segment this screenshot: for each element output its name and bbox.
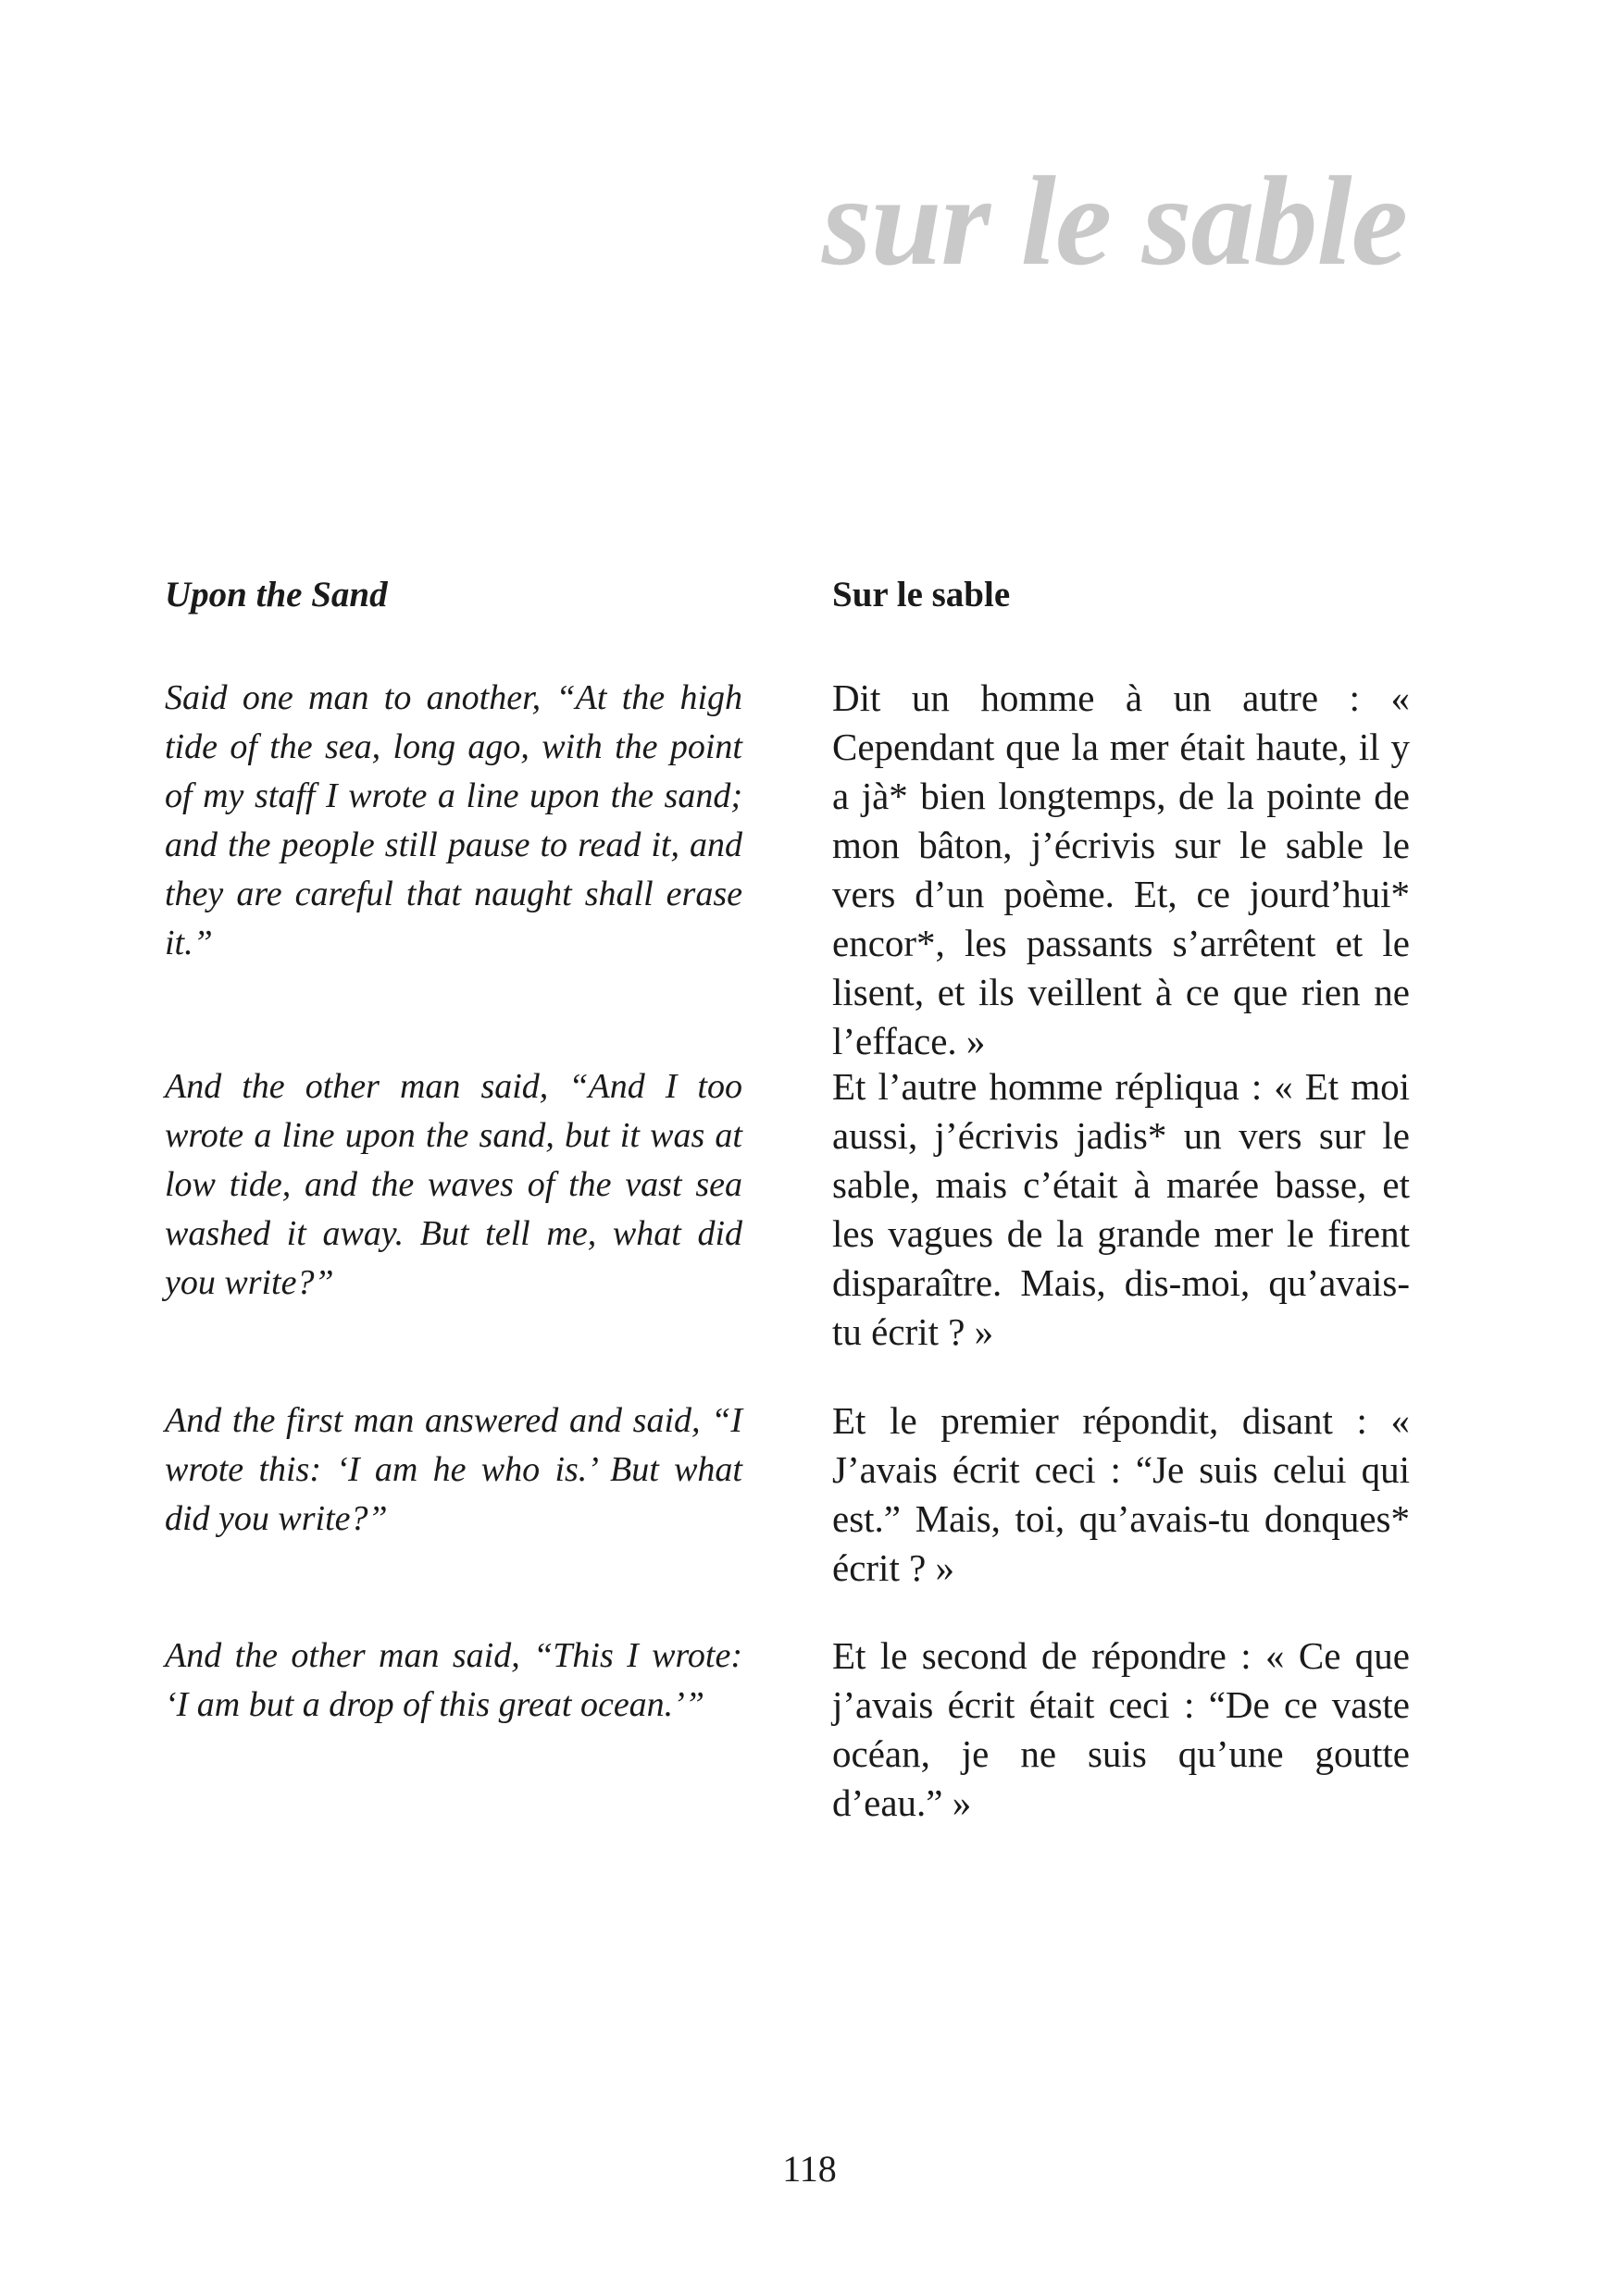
french-column	[832, 574, 1410, 1824]
french-paragraph-1: Dit un homme à un autre : « Cependant que la mer était haute, il y a jà* bien longtemps, de la pointe de mon bâton, j’écrivis sur le sable le vers d’un poème. Et, ce jourd’hui* encor*, les passants s’arrêtent et le lisent, et ils veillent à ce que rien ne l’efface. »	[832, 676, 1410, 1062]
french-paragraph-3: Et le premier répondit, disant : « J’avais écrit ceci : “Je suis celui qui est.” Mais, toi, qu’avais-tu donques* écrit ? »	[832, 1399, 1410, 1589]
french-title: Sur le sable	[832, 575, 1011, 614]
english-paragraph-4: And the other man said, “This I wrote: ‘I am but a drop of this great ocean.’”	[165, 1636, 742, 1724]
french-paragraph-2: Et l’autre homme répliqua : « Et moi aussi, j’écrivis jadis* un vers sur le sable, mais c’était à marée basse, et les vagues de la grande mer le firent disparaître. Mais, dis-moi, qu’avais-tu écrit ? »	[832, 1065, 1410, 1353]
english-title: Upon the Sand	[165, 575, 388, 614]
page-number: 118	[782, 2148, 837, 2190]
french-paragraph-4: Et le second de répondre : « Ce que j’avais écrit était ceci : “De ce vaste océan, je ne suis qu’une goutte d’eau.” »	[832, 1634, 1410, 1824]
running-title: sur le sable	[821, 150, 1407, 292]
english-paragraph-2: And the other man said, “And I too wrote a line upon the sand, but it was at low tide, and the waves of the vast sea washed it away. But tell me, what did you write?”	[165, 1067, 742, 1302]
english-paragraph-1: Said one man to another, “At the high tide of the sea, long ago, with the point of my staff I wrote a line upon the sand; and the people still pause to read it, and they are careful that naught shall erase it.”	[165, 678, 742, 962]
english-paragraph-3: And the first man answered and said, “I wrote this: ‘I am he who is.’ But what did you write?”	[165, 1401, 742, 1538]
english-column	[165, 574, 742, 1724]
